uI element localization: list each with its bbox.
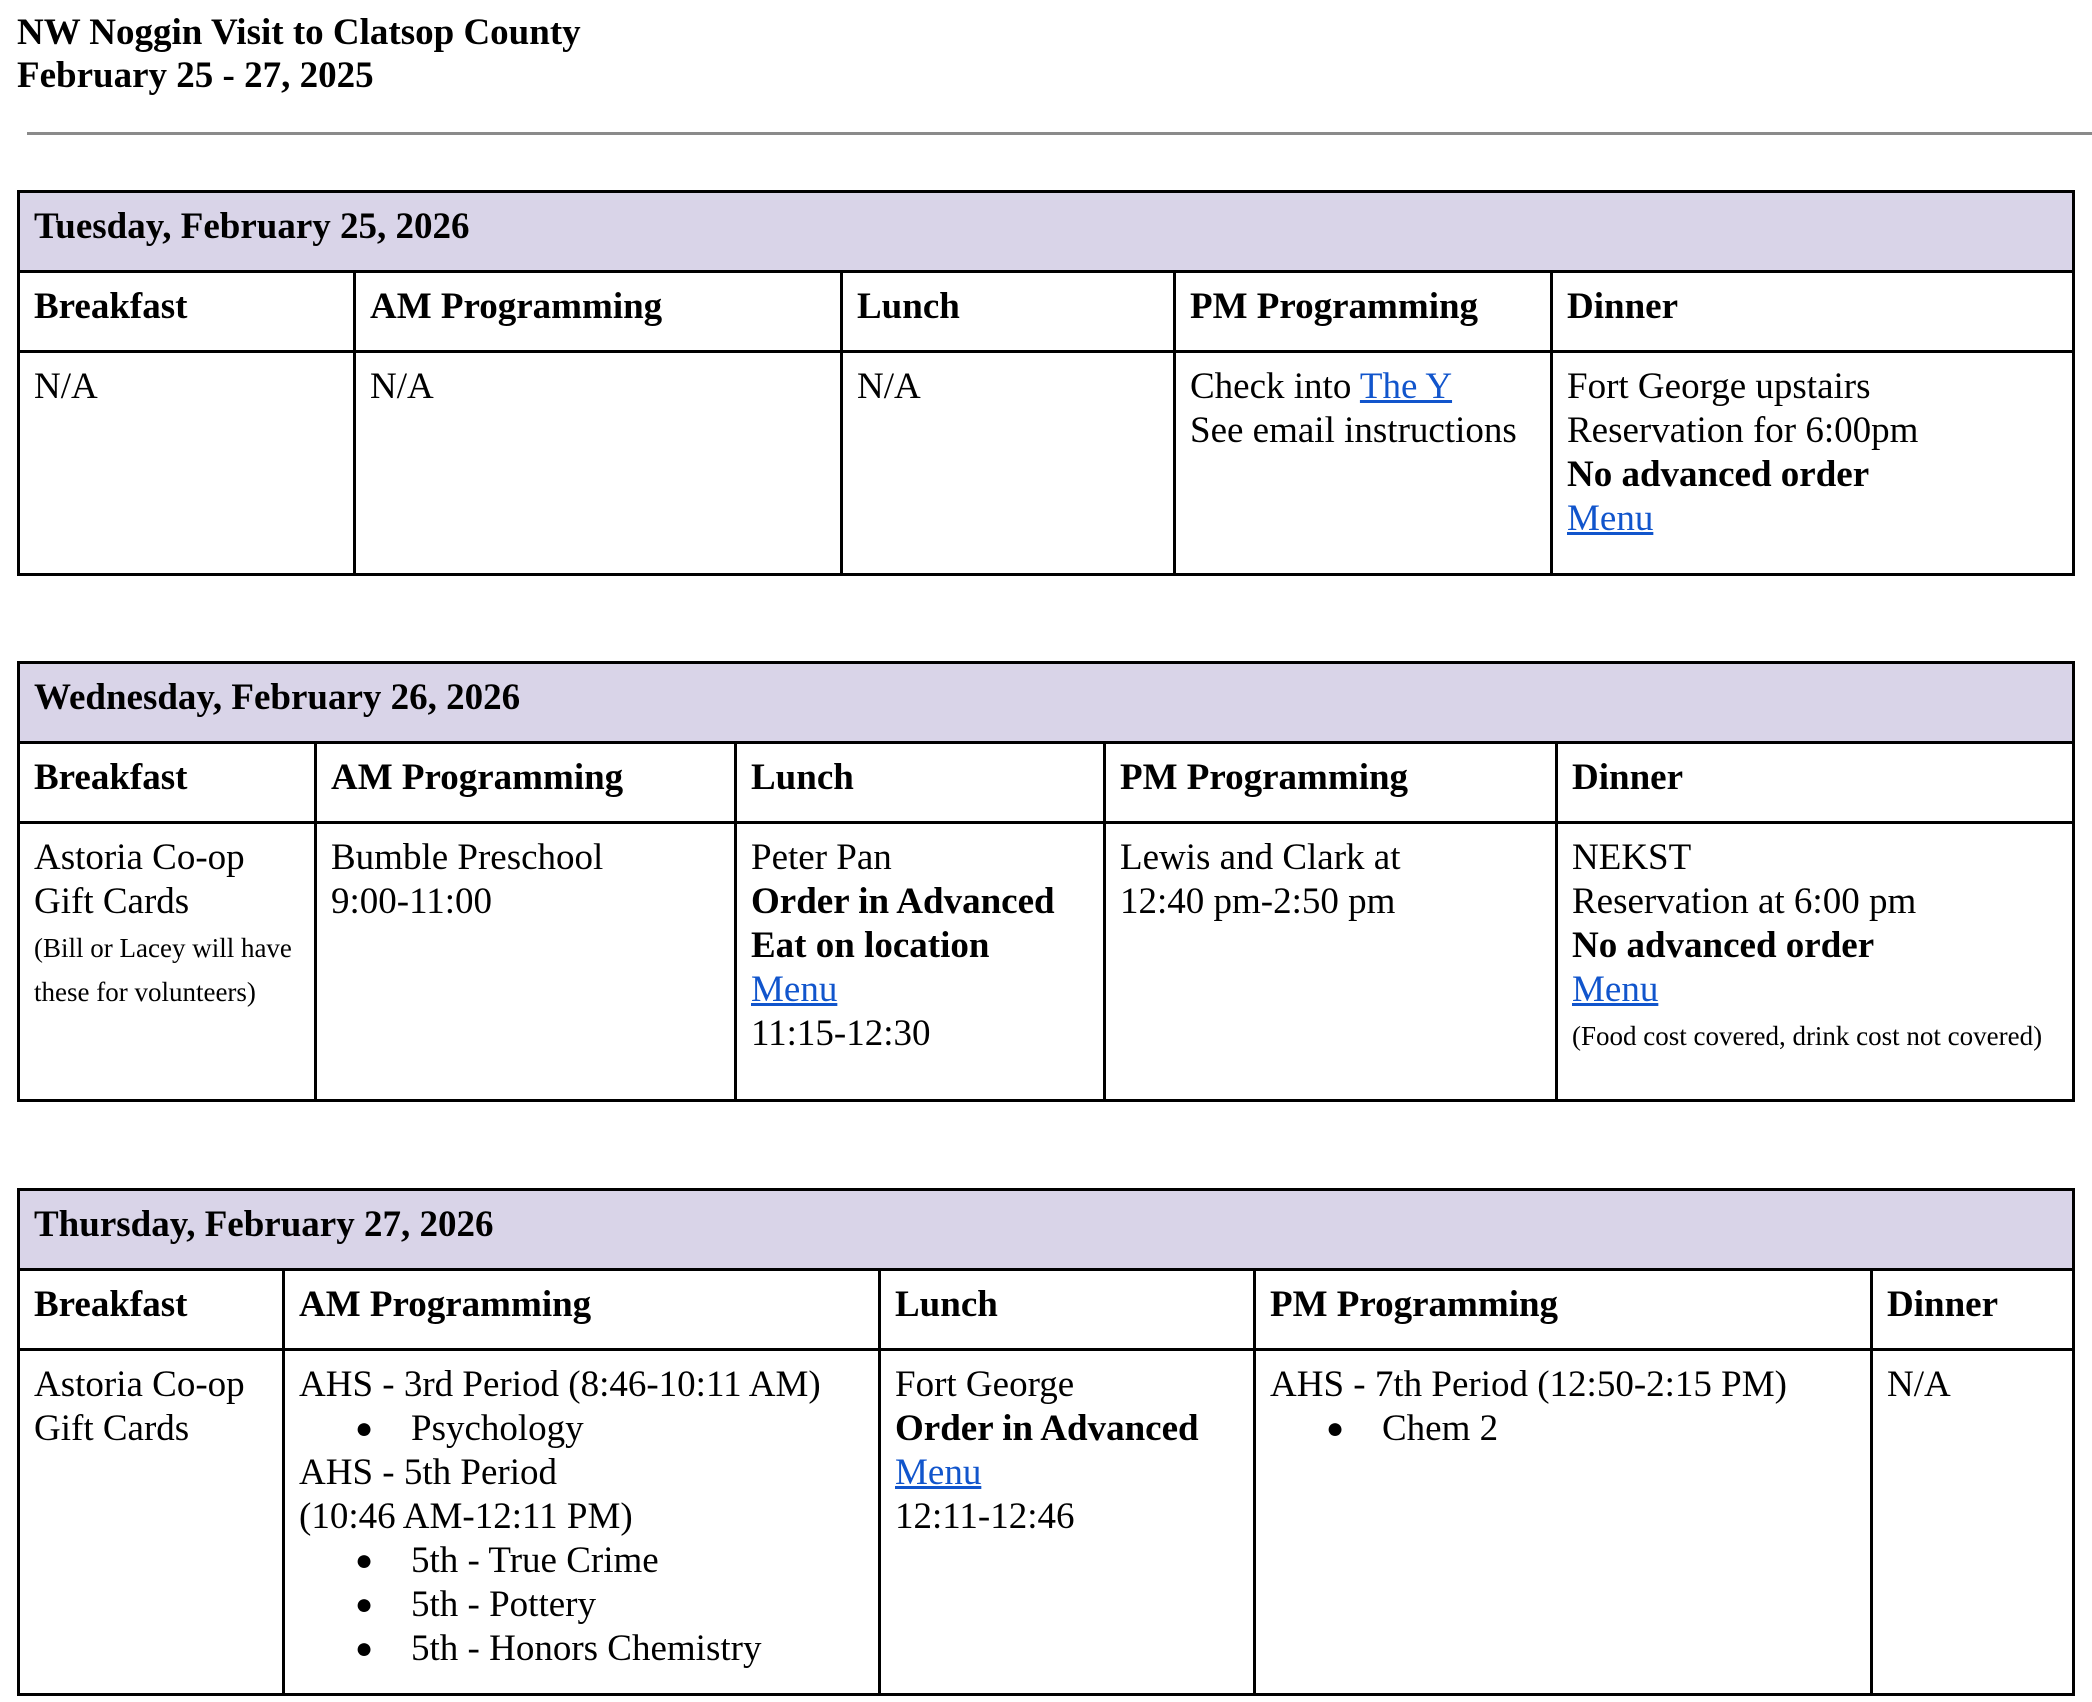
breakfast-item: Gift Cards — [34, 881, 190, 922]
column-header-row — [19, 1270, 2074, 1350]
schedule-row — [19, 352, 2074, 575]
thursday-schedule-table — [17, 1188, 2075, 1696]
day-heading-row — [19, 192, 2074, 272]
pm-programming-cell — [1105, 823, 1557, 1101]
day-heading-row — [19, 663, 2074, 743]
dinner-order-note: No advanced order — [1572, 925, 1875, 966]
column-header-row — [19, 272, 2074, 352]
pm-period-7th: AHS - 7th Period (12:50-2:15 PM) — [1270, 1364, 1787, 1405]
am-programming-cell: N/A — [355, 352, 842, 575]
lunch-order-note: Order in Advanced — [895, 1408, 1199, 1449]
lunch-time: 11:15-12:30 — [751, 1013, 931, 1054]
pm-programming-cell — [1175, 352, 1552, 575]
am-time: 9:00-11:00 — [331, 881, 493, 922]
dinner-venue: Fort George upstairs — [1567, 366, 1871, 407]
dinner-cell: N/A — [1872, 1350, 2074, 1695]
lunch-time: 12:11-12:46 — [895, 1496, 1075, 1537]
date-range: February 25 - 27, 2025 — [17, 55, 374, 96]
breakfast-venue: Astoria Co-op — [34, 837, 245, 878]
breakfast-cell: N/A — [19, 352, 355, 575]
list-item: ● 5th - True Crime — [411, 1539, 864, 1583]
the-y-link[interactable]: The Y — [1359, 366, 1453, 407]
dinner-menu-link[interactable]: Menu — [1572, 969, 1659, 1010]
lunch-menu-link[interactable]: Menu — [895, 1452, 982, 1493]
am-period-3rd-list — [299, 1407, 864, 1451]
pm-programming-cell — [1255, 1350, 1872, 1695]
pm-period-7th-list — [1270, 1407, 1856, 1451]
lunch-location-note: Eat on location — [751, 925, 990, 966]
am-period-5th: AHS - 5th Period — [299, 1452, 557, 1493]
list-item: ● 5th - Honors Chemistry — [411, 1627, 864, 1671]
lunch-menu-link[interactable]: Menu — [751, 969, 838, 1010]
pm-time: 12:40 pm-2:50 pm — [1120, 881, 1396, 922]
am-venue: Bumble Preschool — [331, 837, 604, 878]
list-item: ● Chem 2 — [1382, 1407, 1856, 1451]
header-dinner: Dinner — [1872, 1270, 2074, 1350]
dinner-cell — [1557, 823, 2074, 1101]
header-pm-programming: PM Programming — [1255, 1270, 1872, 1350]
schedule-row — [19, 823, 2074, 1101]
document-title — [17, 11, 581, 97]
day-heading-row — [19, 1190, 2074, 1270]
breakfast-cell — [19, 1350, 284, 1695]
pm-text: Check into — [1190, 366, 1360, 407]
dinner-reservation: Reservation for 6:00pm — [1567, 410, 1919, 451]
header-am-programming: AM Programming — [284, 1270, 880, 1350]
breakfast-note: (Bill or Lacey will have these for volunteers) — [34, 933, 292, 1007]
list-item: ● Psychology — [411, 1407, 864, 1451]
am-programming-cell — [284, 1350, 880, 1695]
pm-venue: Lewis and Clark at — [1120, 837, 1401, 878]
header-lunch: Lunch — [880, 1270, 1255, 1350]
tuesday-schedule-table — [17, 190, 2075, 576]
header-lunch: Lunch — [842, 272, 1175, 352]
header-pm-programming: PM Programming — [1105, 743, 1557, 823]
day-heading: Thursday, February 27, 2026 — [19, 1190, 2074, 1270]
am-period-3rd: AHS - 3rd Period (8:46-10:11 AM) — [299, 1364, 821, 1405]
lunch-cell — [736, 823, 1105, 1101]
column-header-row — [19, 743, 2074, 823]
dinner-order-note: No advanced order — [1567, 454, 1870, 495]
header-am-programming: AM Programming — [316, 743, 736, 823]
day-heading: Tuesday, February 25, 2026 — [19, 192, 2074, 272]
header-breakfast: Breakfast — [19, 743, 316, 823]
lunch-venue: Fort George — [895, 1364, 1075, 1405]
wednesday-schedule-table — [17, 661, 2075, 1102]
lunch-cell: N/A — [842, 352, 1175, 575]
dinner-venue: NEKST — [1572, 837, 1692, 878]
header-lunch: Lunch — [736, 743, 1105, 823]
header-am-programming: AM Programming — [355, 272, 842, 352]
list-item: ● 5th - Pottery — [411, 1583, 864, 1627]
dinner-cost-note: (Food cost covered, drink cost not covered) — [1572, 1021, 2043, 1051]
breakfast-venue: Astoria Co-op — [34, 1364, 245, 1405]
dinner-cell — [1552, 352, 2074, 575]
header-breakfast: Breakfast — [19, 1270, 284, 1350]
breakfast-cell — [19, 823, 316, 1101]
lunch-cell — [880, 1350, 1255, 1695]
header-breakfast: Breakfast — [19, 272, 355, 352]
title-text: NW Noggin Visit to Clatsop County — [17, 12, 581, 53]
am-programming-cell — [316, 823, 736, 1101]
lunch-order-note: Order in Advanced — [751, 881, 1055, 922]
header-pm-programming: PM Programming — [1175, 272, 1552, 352]
header-dinner: Dinner — [1557, 743, 2074, 823]
dinner-reservation: Reservation at 6:00 pm — [1572, 881, 1917, 922]
am-period-5th-time: (10:46 AM-12:11 PM) — [299, 1496, 633, 1537]
header-dinner: Dinner — [1552, 272, 2074, 352]
horizontal-divider — [27, 132, 2092, 135]
schedule-row — [19, 1350, 2074, 1695]
am-period-5th-list — [299, 1539, 864, 1671]
breakfast-item: Gift Cards — [34, 1408, 190, 1449]
lunch-venue: Peter Pan — [751, 837, 892, 878]
pm-instructions: See email instructions — [1190, 410, 1517, 451]
day-heading: Wednesday, February 26, 2026 — [19, 663, 2074, 743]
dinner-menu-link[interactable]: Menu — [1567, 498, 1654, 539]
